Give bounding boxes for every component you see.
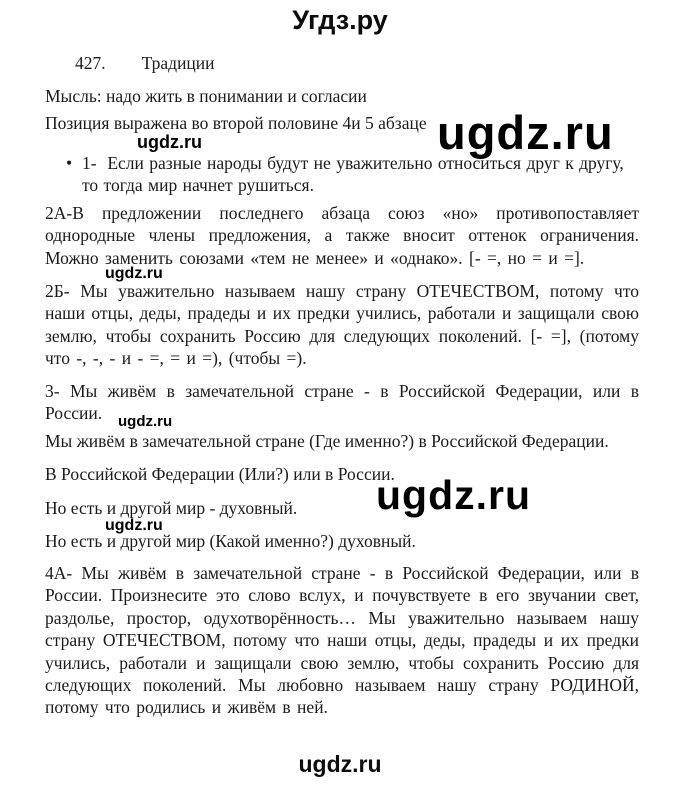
exercise-title-line [75,53,215,74]
paragraph-other-world: Но есть и другой мир - духовный. [45,498,298,518]
paragraph-position: Позиция выражена во второй половине 4и 5 абзаце [45,113,427,133]
paragraph-question-gde: Мы живём в замечательной стране (Где именно?) в Российской Федерации. [45,431,609,451]
paragraph-answer-4a: 4А- Мы живём в замечательной стране - в Российской Федерации, или в России. Произнесите это слово вслух, и почувствуете в его звучании свет, раздолье, простор, одухотворённость… Мы уважительно называем нашу страну ОТЕЧЕСТВОМ, потому что наши отцы, деды, прадеды и их предки учились, работали и защищали свою землю, чтобы сохранить Россию для следующих поколений. Мы любовно называем нашу страну РОДИНОЙ, потому что родились и живём в ней. [45,563,639,718]
paragraph-other-world-question: Но есть и другой мир (Какой именно?) духовный. [45,531,416,551]
exercise-title: Традиции [141,53,215,73]
paragraph-main-idea: Мысль: надо жить в понимании и согласии [45,86,367,106]
bullet-icon: • [66,153,73,173]
watermark-small-2: ugdz.ru [105,265,163,282]
site-footer-logo: ugdz.ru [298,751,382,777]
watermark-large-middle: ugdz.ru [376,472,532,518]
site-logo-header: Угдз.ру [292,5,388,35]
exercise-number: 427. [75,53,106,73]
watermark-large-top: ugdz.ru [437,106,614,159]
watermark-small-4: ugdz.ru [105,517,163,534]
watermark-small-3: ugdz.ru [118,413,173,430]
paragraph-answer-2b: 2Б- Мы уважительно называем нашу страну ОТЕЧЕСТВОМ, потому что наши отцы, деды, прадеды и их предки учились, работали и защищали свою землю, чтобы сохранить Россию для следующих поколений. [- =], (потому что -, -, - и - =, = и =), (чтобы =). [45,281,639,369]
paragraph-answer-3: 3- Мы живём в замечательной стране - в Российской Федерации, или в России. [45,381,639,424]
paragraph-question-ili: В Российской Федерации (Или?) или в России. [45,464,395,484]
watermark-small-1: ugdz.ru [137,132,202,152]
paragraph-bullet-item-1: 1- Если разные народы будут не уважительно относиться друг к другу, то тогда мир начнет рушиться. [82,153,624,196]
paragraph-answer-2a: 2А-В предложении последнего абзаца союз «но» противопоставляет однородные члены предложения, а также вносит оттенок ограничения. Можно заменить союзами «тем не менее» и «однако». [- =, но = и =]. [45,203,639,268]
